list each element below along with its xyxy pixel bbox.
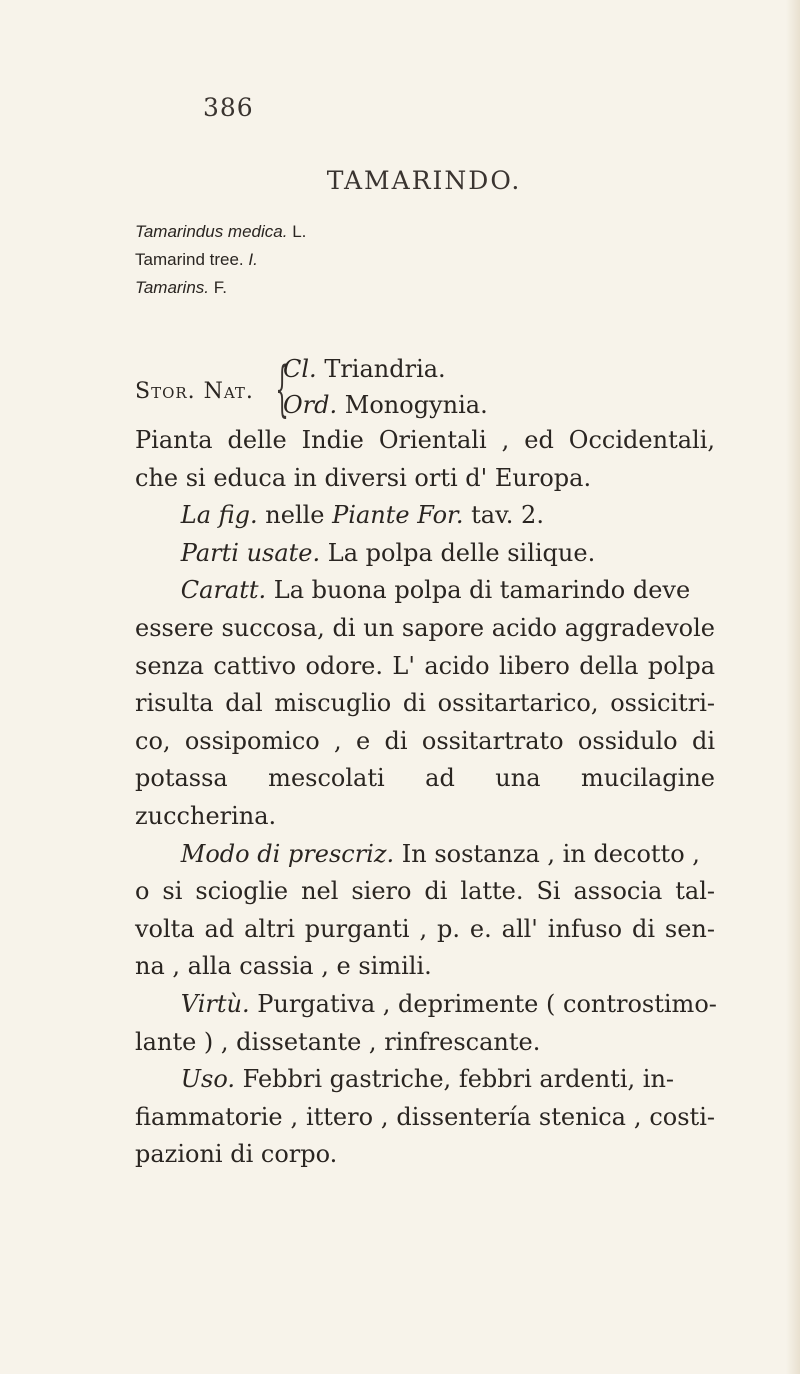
prescription-text: In sostanza , in decotto , (401, 839, 700, 868)
parts-used-text: La polpa delle silique. (327, 538, 596, 567)
characters-label: Caratt. (180, 576, 267, 605)
latin-name-line (135, 218, 306, 246)
body-line: senza cattivo odore. L' acido libero della polpa (135, 651, 715, 680)
body-line: lante ) , dissetante , rinfrescante. (135, 1027, 541, 1056)
use-first-line (135, 1061, 715, 1099)
body-line: risulta dal miscuglio di ossitartarico, ossicitri- (135, 689, 715, 718)
french-name-line (135, 274, 306, 302)
figure-reference (135, 497, 715, 535)
class-line (283, 355, 446, 383)
prescription-label: Modo di prescriz. (180, 839, 395, 868)
french-name: Tamarins. (135, 278, 210, 297)
page-edge (786, 0, 800, 1374)
use-label: Uso. (180, 1065, 235, 1094)
parts-used-label: Parti usate. (180, 538, 321, 567)
figure-title: Piante For. (332, 501, 464, 530)
natural-history-classification (135, 355, 735, 427)
english-name-tag: I. (248, 250, 258, 269)
characters-first-line (135, 572, 715, 610)
english-name-line (135, 246, 306, 274)
body-line: potassa mescolati ad una mucilagine zuccherina. (135, 764, 715, 830)
common-names (135, 218, 306, 302)
parts-used (135, 535, 715, 573)
characters-text: La buona polpa di tamarindo deve (273, 576, 691, 605)
body-line: fiammatorie , ittero , dissentería stenica , costi- (135, 1102, 715, 1131)
body-line: na , alla cassia , e simili. (135, 952, 432, 981)
body-line: pazioni di corpo. (135, 1140, 338, 1169)
body-line: volta ad altri purganti , p. e. all' infuso di sen- (135, 914, 715, 943)
order-label: Ord. (283, 391, 338, 419)
body-line: Pianta delle Indie Orientali , ed Occidentali, (135, 426, 715, 454)
figure-plate: tav. 2. (471, 501, 544, 530)
french-name-tag: F. (213, 278, 227, 297)
body-line: o si scioglie nel siero di latte. Si associa tal- (135, 877, 715, 906)
class-label: Cl. (283, 355, 317, 383)
body-line: che si educa in diversi orti d' Europa. (135, 463, 592, 492)
english-name: Tamarind tree. (135, 250, 244, 269)
latin-name: Tamarindus medica. (135, 222, 288, 241)
chapter-title: TAMARINDO. (326, 166, 522, 195)
use-text: Febbri gastriche, febbri ardenti, in- (242, 1065, 675, 1094)
body-line: co, ossipomico , e di ossitartrato ossidulo di (135, 726, 715, 755)
brace-icon: { (275, 354, 289, 424)
page-number: 386 (203, 93, 254, 122)
stor-nat-label: Stor. Nat. (135, 379, 254, 404)
order-value: Monogynia. (344, 391, 488, 419)
entry-body (135, 422, 715, 1174)
virtues-first-line (135, 986, 715, 1024)
figure-mid: nelle (265, 501, 325, 530)
body-line: essere succosa, di un sapore acido aggradevole (135, 613, 715, 642)
prescription-first-line (135, 836, 715, 874)
virtues-text: Purgativa , deprimente ( controstimo- (257, 989, 717, 1018)
order-line (283, 391, 488, 419)
figure-label: La fig. (180, 501, 258, 530)
class-value: Triandria. (324, 355, 446, 383)
virtues-label: Virtù. (180, 989, 250, 1018)
latin-name-author: L. (292, 222, 307, 241)
